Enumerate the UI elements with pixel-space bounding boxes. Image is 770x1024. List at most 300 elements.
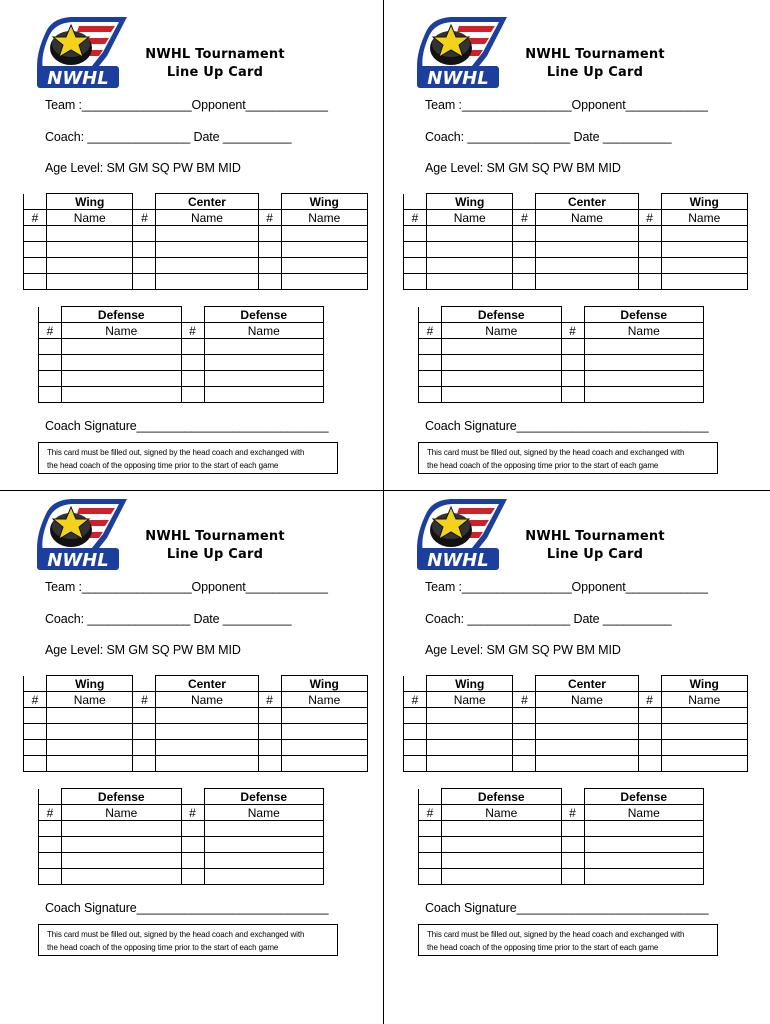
team-opponent-field[interactable]: Team :________________Opponent____________ [425, 580, 708, 594]
name-cell[interactable] [62, 869, 182, 885]
name-cell[interactable] [62, 339, 182, 355]
name-header: Name [536, 210, 638, 226]
name-cell[interactable] [47, 226, 133, 242]
name-cell[interactable] [204, 821, 324, 837]
coach-signature-field[interactable]: Coach Signature____________________________ [45, 419, 329, 433]
name-cell[interactable] [156, 756, 258, 772]
nwhl-logo [31, 14, 129, 92]
number-cell[interactable] [133, 258, 156, 274]
table-row [24, 756, 368, 772]
coach-signature-field[interactable]: Coach Signature____________________________ [425, 419, 709, 433]
number-cell[interactable] [561, 821, 584, 837]
number-cell[interactable] [513, 242, 536, 258]
center-header: Center [156, 194, 258, 210]
name-cell[interactable] [47, 740, 133, 756]
number-cell[interactable] [561, 387, 584, 403]
title-line-1: NWHL Tournament [525, 529, 665, 544]
number-header: # [258, 692, 281, 708]
number-cell[interactable] [404, 226, 427, 242]
forwards-table [23, 193, 368, 290]
age-level-field: Age Level: SM GM SQ PW BM MID [425, 161, 621, 175]
nwhl-logo [31, 496, 129, 574]
name-cell[interactable] [281, 724, 367, 740]
number-header: # [561, 805, 584, 821]
number-cell[interactable] [39, 339, 62, 355]
number-cell[interactable] [638, 274, 661, 290]
name-cell[interactable] [204, 869, 324, 885]
number-cell[interactable] [513, 708, 536, 724]
number-cell[interactable] [404, 708, 427, 724]
name-header: Name [584, 323, 704, 339]
number-header: # [258, 210, 281, 226]
name-cell[interactable] [62, 387, 182, 403]
name-cell[interactable] [204, 355, 324, 371]
number-cell[interactable] [258, 708, 281, 724]
table-row [24, 274, 368, 290]
number-header: # [404, 210, 427, 226]
name-cell[interactable] [536, 242, 638, 258]
defense-header: Defense [62, 307, 182, 323]
number-cell[interactable] [513, 274, 536, 290]
defense-table [38, 306, 324, 403]
number-cell[interactable] [561, 837, 584, 853]
number-cell[interactable] [24, 242, 47, 258]
number-cell[interactable] [181, 339, 204, 355]
number-cell[interactable] [513, 724, 536, 740]
number-header: # [419, 805, 442, 821]
name-cell[interactable] [442, 371, 562, 387]
name-cell[interactable] [442, 387, 562, 403]
name-cell[interactable] [661, 708, 747, 724]
name-header: Name [47, 210, 133, 226]
name-cell[interactable] [47, 756, 133, 772]
name-cell[interactable] [442, 853, 562, 869]
number-cell[interactable] [419, 837, 442, 853]
number-cell[interactable] [133, 724, 156, 740]
number-cell[interactable] [39, 355, 62, 371]
number-cell[interactable] [24, 724, 47, 740]
logo-text: NWHL [427, 68, 489, 89]
forwards-table [23, 675, 368, 772]
name-header: Name [442, 323, 562, 339]
table-row [404, 708, 748, 724]
logo-text: NWHL [427, 550, 489, 571]
lineup-card [0, 0, 385, 490]
name-cell[interactable] [281, 756, 367, 772]
number-cell[interactable] [181, 837, 204, 853]
defense-header: Defense [204, 307, 324, 323]
name-cell[interactable] [661, 226, 747, 242]
number-cell[interactable] [638, 242, 661, 258]
defense-header: Defense [584, 789, 704, 805]
number-cell[interactable] [181, 387, 204, 403]
number-cell[interactable] [39, 821, 62, 837]
name-cell[interactable] [661, 740, 747, 756]
name-cell[interactable] [427, 740, 513, 756]
table-row [24, 258, 368, 274]
number-header: # [181, 805, 204, 821]
number-cell[interactable] [24, 274, 47, 290]
name-cell[interactable] [281, 708, 367, 724]
name-cell[interactable] [47, 724, 133, 740]
number-cell[interactable] [638, 708, 661, 724]
name-cell[interactable] [536, 258, 638, 274]
instructions-box [418, 442, 718, 474]
number-cell[interactable] [513, 226, 536, 242]
coach-signature-field[interactable]: Coach Signature____________________________ [425, 901, 709, 915]
table-row [419, 837, 704, 853]
number-cell[interactable] [181, 821, 204, 837]
wing-header: Wing [47, 194, 133, 210]
name-cell[interactable] [281, 740, 367, 756]
table-row [404, 226, 748, 242]
wing-header: Wing [47, 676, 133, 692]
name-cell[interactable] [204, 339, 324, 355]
name-header: Name [204, 805, 324, 821]
number-cell[interactable] [513, 258, 536, 274]
name-header: Name [204, 323, 324, 339]
table-row [39, 371, 324, 387]
number-cell[interactable] [258, 242, 281, 258]
name-cell[interactable] [442, 821, 562, 837]
table-row [419, 371, 704, 387]
number-header: # [513, 692, 536, 708]
age-level-field: Age Level: SM GM SQ PW BM MID [45, 161, 241, 175]
number-cell[interactable] [419, 371, 442, 387]
wing-header: Wing [281, 194, 367, 210]
nwhl-logo [411, 14, 509, 92]
coach-signature-field[interactable]: Coach Signature____________________________ [45, 901, 329, 915]
name-cell[interactable] [62, 853, 182, 869]
name-cell[interactable] [536, 756, 638, 772]
number-cell[interactable] [133, 756, 156, 772]
table-row [24, 708, 368, 724]
number-cell[interactable] [419, 821, 442, 837]
name-cell[interactable] [47, 258, 133, 274]
name-cell[interactable] [281, 242, 367, 258]
name-cell[interactable] [536, 740, 638, 756]
notice-line-2: the head coach of the opposing time prior to the start of each game [427, 943, 659, 952]
name-header: Name [427, 210, 513, 226]
coach-date-field[interactable]: Coach: _______________ Date __________ [425, 130, 672, 144]
wing-header: Wing [661, 194, 747, 210]
name-header: Name [156, 210, 258, 226]
name-cell[interactable] [661, 242, 747, 258]
table-row [39, 869, 324, 885]
number-cell[interactable] [404, 274, 427, 290]
number-cell[interactable] [181, 869, 204, 885]
name-cell[interactable] [47, 708, 133, 724]
number-cell[interactable] [258, 724, 281, 740]
card-title [520, 46, 670, 82]
coach-date-field[interactable]: Coach: _______________ Date __________ [425, 612, 672, 626]
name-cell[interactable] [281, 226, 367, 242]
number-cell[interactable] [561, 853, 584, 869]
number-cell[interactable] [133, 708, 156, 724]
table-row [24, 724, 368, 740]
notice-line-2: the head coach of the opposing time prior to the start of each game [427, 461, 659, 470]
number-header: # [404, 692, 427, 708]
number-header: # [561, 323, 584, 339]
name-cell[interactable] [62, 821, 182, 837]
name-cell[interactable] [584, 821, 704, 837]
instructions-box [418, 924, 718, 956]
name-cell[interactable] [584, 339, 704, 355]
name-cell[interactable] [584, 371, 704, 387]
number-cell[interactable] [419, 339, 442, 355]
number-cell[interactable] [561, 371, 584, 387]
name-cell[interactable] [536, 226, 638, 242]
table-row [419, 869, 704, 885]
name-cell[interactable] [661, 756, 747, 772]
name-cell[interactable] [281, 274, 367, 290]
wing-header: Wing [281, 676, 367, 692]
name-cell[interactable] [204, 387, 324, 403]
name-cell[interactable] [62, 371, 182, 387]
name-cell[interactable] [442, 355, 562, 371]
name-cell[interactable] [661, 274, 747, 290]
table-row [404, 258, 748, 274]
number-cell[interactable] [24, 708, 47, 724]
table-row [419, 355, 704, 371]
wing-header: Wing [427, 194, 513, 210]
name-cell[interactable] [62, 837, 182, 853]
number-cell[interactable] [561, 339, 584, 355]
number-header: # [638, 692, 661, 708]
name-cell[interactable] [156, 274, 258, 290]
team-opponent-field[interactable]: Team :________________Opponent____________ [45, 580, 328, 594]
table-row [24, 242, 368, 258]
name-header: Name [281, 692, 367, 708]
title-line-2: Line Up Card [546, 547, 644, 562]
name-header: Name [536, 692, 638, 708]
name-cell[interactable] [584, 869, 704, 885]
number-cell[interactable] [39, 387, 62, 403]
notice-line-2: the head coach of the opposing time prior to the start of each game [47, 943, 279, 952]
center-header: Center [536, 194, 638, 210]
number-cell[interactable] [404, 756, 427, 772]
table-row [39, 853, 324, 869]
number-cell[interactable] [181, 355, 204, 371]
number-cell[interactable] [513, 756, 536, 772]
number-cell[interactable] [561, 869, 584, 885]
name-cell[interactable] [427, 724, 513, 740]
number-cell[interactable] [133, 226, 156, 242]
number-cell[interactable] [513, 740, 536, 756]
name-cell[interactable] [204, 837, 324, 853]
number-cell[interactable] [24, 756, 47, 772]
number-cell[interactable] [133, 274, 156, 290]
forwards-table [403, 675, 748, 772]
number-cell[interactable] [419, 853, 442, 869]
name-cell[interactable] [584, 853, 704, 869]
number-cell[interactable] [638, 258, 661, 274]
number-cell[interactable] [258, 226, 281, 242]
notice-line-1: This card must be filled out, signed by the head coach and exchanged with [47, 448, 305, 457]
number-cell[interactable] [39, 371, 62, 387]
team-opponent-field[interactable]: Team :________________Opponent____________ [425, 98, 708, 112]
instructions-box [38, 924, 338, 956]
number-header: # [39, 805, 62, 821]
age-level-field: Age Level: SM GM SQ PW BM MID [45, 643, 241, 657]
number-cell[interactable] [419, 355, 442, 371]
number-header: # [638, 210, 661, 226]
number-header: # [133, 210, 156, 226]
notice-line-1: This card must be filled out, signed by the head coach and exchanged with [427, 930, 685, 939]
name-header: Name [442, 805, 562, 821]
title-line-1: NWHL Tournament [525, 47, 665, 62]
name-cell[interactable] [204, 853, 324, 869]
name-cell[interactable] [584, 355, 704, 371]
number-cell[interactable] [419, 869, 442, 885]
number-cell[interactable] [39, 837, 62, 853]
table-row [39, 821, 324, 837]
number-cell[interactable] [24, 740, 47, 756]
name-cell[interactable] [427, 242, 513, 258]
name-header: Name [661, 210, 747, 226]
card-title [140, 528, 290, 564]
logo-text: NWHL [47, 550, 109, 571]
defense-header: Defense [442, 307, 562, 323]
defense-header: Defense [204, 789, 324, 805]
name-header: Name [62, 323, 182, 339]
table-row [404, 740, 748, 756]
number-cell[interactable] [404, 258, 427, 274]
name-cell[interactable] [427, 274, 513, 290]
title-line-1: NWHL Tournament [145, 529, 285, 544]
number-header: # [39, 323, 62, 339]
name-cell[interactable] [584, 837, 704, 853]
table-row [39, 387, 324, 403]
table-row [404, 756, 748, 772]
name-cell[interactable] [156, 724, 258, 740]
name-header: Name [661, 692, 747, 708]
table-row [404, 242, 748, 258]
number-cell[interactable] [258, 756, 281, 772]
number-cell[interactable] [258, 740, 281, 756]
coach-date-field[interactable]: Coach: _______________ Date __________ [45, 612, 292, 626]
name-cell[interactable] [427, 708, 513, 724]
name-cell[interactable] [427, 258, 513, 274]
name-cell[interactable] [536, 724, 638, 740]
name-cell[interactable] [281, 258, 367, 274]
number-cell[interactable] [258, 274, 281, 290]
table-row [404, 724, 748, 740]
name-cell[interactable] [156, 226, 258, 242]
title-line-2: Line Up Card [546, 65, 644, 80]
wing-header: Wing [661, 676, 747, 692]
name-cell[interactable] [661, 258, 747, 274]
card-title [140, 46, 290, 82]
defense-header: Defense [584, 307, 704, 323]
name-header: Name [47, 692, 133, 708]
table-row [39, 355, 324, 371]
table-row [39, 837, 324, 853]
card-title [520, 528, 670, 564]
name-cell[interactable] [156, 258, 258, 274]
lineup-card [380, 482, 765, 972]
title-line-1: NWHL Tournament [145, 47, 285, 62]
name-cell[interactable] [584, 387, 704, 403]
defense-header: Defense [62, 789, 182, 805]
number-cell[interactable] [133, 740, 156, 756]
name-cell[interactable] [442, 837, 562, 853]
name-cell[interactable] [204, 371, 324, 387]
defense-table [418, 788, 704, 885]
forwards-table [403, 193, 748, 290]
name-cell[interactable] [536, 708, 638, 724]
name-header: Name [62, 805, 182, 821]
name-cell[interactable] [156, 740, 258, 756]
name-cell[interactable] [156, 242, 258, 258]
wing-header: Wing [427, 676, 513, 692]
number-cell[interactable] [258, 258, 281, 274]
logo-text: NWHL [47, 68, 109, 89]
number-cell[interactable] [24, 226, 47, 242]
name-cell[interactable] [156, 708, 258, 724]
number-cell[interactable] [133, 242, 156, 258]
defense-table [418, 306, 704, 403]
table-row [39, 339, 324, 355]
notice-line-2: the head coach of the opposing time prior to the start of each game [47, 461, 279, 470]
name-header: Name [584, 805, 704, 821]
number-cell[interactable] [404, 740, 427, 756]
lineup-card [0, 482, 385, 972]
name-cell[interactable] [442, 339, 562, 355]
table-row [24, 740, 368, 756]
table-row [419, 387, 704, 403]
number-header: # [133, 692, 156, 708]
name-cell[interactable] [661, 724, 747, 740]
name-cell[interactable] [62, 355, 182, 371]
notice-line-1: This card must be filled out, signed by the head coach and exchanged with [47, 930, 305, 939]
number-cell[interactable] [181, 371, 204, 387]
name-cell[interactable] [442, 869, 562, 885]
team-opponent-field[interactable]: Team :________________Opponent____________ [45, 98, 328, 112]
instructions-box [38, 442, 338, 474]
name-cell[interactable] [536, 274, 638, 290]
number-cell[interactable] [638, 740, 661, 756]
table-row [419, 821, 704, 837]
number-header: # [181, 323, 204, 339]
name-header: Name [281, 210, 367, 226]
lineup-card [380, 0, 765, 490]
name-cell[interactable] [427, 756, 513, 772]
coach-date-field[interactable]: Coach: _______________ Date __________ [45, 130, 292, 144]
number-cell[interactable] [638, 226, 661, 242]
number-cell[interactable] [404, 724, 427, 740]
number-cell[interactable] [181, 853, 204, 869]
number-header: # [24, 692, 47, 708]
number-cell[interactable] [561, 355, 584, 371]
number-cell[interactable] [24, 258, 47, 274]
number-cell[interactable] [638, 724, 661, 740]
name-cell[interactable] [47, 242, 133, 258]
notice-line-1: This card must be filled out, signed by the head coach and exchanged with [427, 448, 685, 457]
number-header: # [24, 210, 47, 226]
name-cell[interactable] [427, 226, 513, 242]
nwhl-logo [411, 496, 509, 574]
name-cell[interactable] [47, 274, 133, 290]
number-cell[interactable] [39, 853, 62, 869]
number-cell[interactable] [638, 756, 661, 772]
number-cell[interactable] [39, 869, 62, 885]
number-cell[interactable] [419, 387, 442, 403]
table-row [404, 274, 748, 290]
name-header: Name [156, 692, 258, 708]
title-line-2: Line Up Card [166, 65, 264, 80]
number-cell[interactable] [404, 242, 427, 258]
